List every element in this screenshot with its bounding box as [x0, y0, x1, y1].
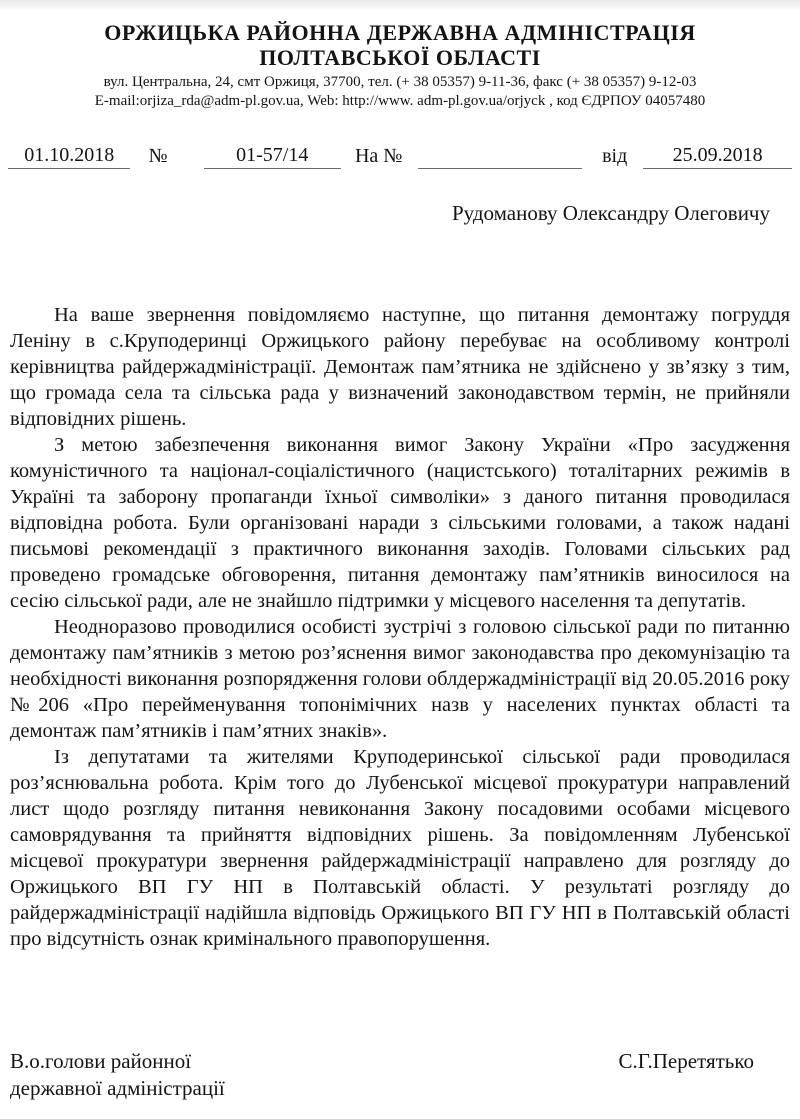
- body-paragraph-4: Із депутатами та жителями Круподеринської сільської ради проводилася роз’яснювальна робота. Крім того до Лубенської місцевої прокуратури направлений лист щодо розгляду питання невиконання Закону посадовими особами місцевого самоврядування та прийняття відповідних рішень. За повідомленням Лубенської місцевої прокуратури звернення райдержадміністрації направлено для розгляду до Оржицького ВП ГУ НП в Полтавській області. У результаті розгляду до райдержадміністрації надійшла відповідь Оржицького ВП ГУ НП в Полтавській області про відсутність ознак кримінального правопорушення.: [10, 746, 790, 950]
- organization-region: ПОЛТАВСЬКОЇ ОБЛАСТІ: [259, 45, 541, 70]
- reply-date: 25.09.2018: [643, 143, 792, 169]
- signer-name: С.Г.Перетятько: [618, 1049, 754, 1073]
- signature-block: [0, 1048, 800, 1102]
- body-paragraph-2: З метою забезпечення виконання вимог Закону України «Про засудження комуністичного та націонал-соціалістичного (нацистського) тоталітарних режимів в Україні та заборону пропаганди їхньої символіки» з даного питання проводилася відповідна робота. Були організовані наради з сільськими головами, а також надані письмові рекомендації з практичного виконання заходів. Головами сільських рад проведено громадське обговорення, питання демонтажу пам’ятників виносилося на сесію сільської ради, але не знайшло підтримки у місцевого населення та депутатів.: [10, 434, 790, 612]
- letter-body: [0, 302, 800, 1044]
- outgoing-date: 01.10.2018: [8, 143, 130, 169]
- addressee-name: Рудоманову Олександру Олеговичу: [451, 201, 770, 225]
- outgoing-number: 01-57/14: [204, 143, 341, 169]
- number-label: №: [148, 145, 168, 167]
- letterhead: [0, 0, 800, 111]
- reply-to-label: На №: [354, 145, 403, 167]
- signer-position-line1: В.о.голови районної: [10, 1049, 192, 1073]
- reply-number-blank: [418, 167, 582, 169]
- body-paragraph-3: Неодноразово проводилися особисті зустрічі з головою сільської ради по питанню демонтажу пам’ятників з метою роз’яснення вимог законодавства про декомунізацію та необхідності виконання розпорядження голови облдержадміністрації від 20.05.2016 року №206 «Про перейменування топонімічних назв у населених пунктах області та демонтаж пам’ятників і пам’ятних знаків».: [10, 616, 790, 742]
- scan-edge-artifact: [0, 0, 800, 11]
- organization-contacts: E-mail:orjiza_rda@adm-pl.gov.ua, Web: http://www. adm-pl.gov.ua/orjyck , код ЄДРПОУ 04057480: [94, 93, 706, 109]
- organization-name: ОРЖИЦЬКА РАЙОННА ДЕРЖАВНА АДМІНІСТРАЦІЯ: [104, 20, 696, 45]
- organization-address: вул. Центральна, 24, смт Оржиця, 37700, тел. (+ 38 05357) 9-11-36, факс (+ 38 05357) 9-12-03: [103, 74, 697, 90]
- from-date-label: від: [602, 145, 628, 167]
- signer-position: [10, 1048, 225, 1102]
- reference-row: [8, 143, 792, 169]
- signer-position-line2: державної адміністрації: [10, 1076, 225, 1100]
- body-paragraph-1: На ваше звернення повідомляємо наступне, що питання демонтажу погруддя Леніну в с.Круподеринці Оржицького району перебуває на особливому контролі керівництва райдержадміністрації. Демонтаж пам’ятника не здійснено у зв’язку з тим, що громада села та сільська рада у визначений законодавством термін, не прийняли відповідних рішень.: [10, 304, 790, 430]
